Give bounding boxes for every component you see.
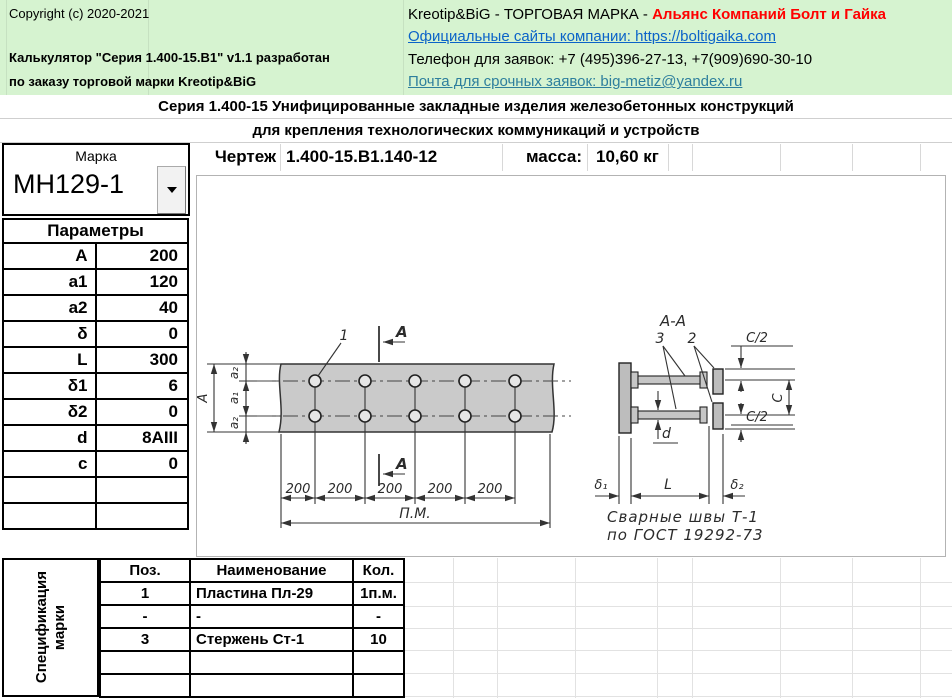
spec-qty — [353, 674, 404, 697]
plan-view — [207, 326, 571, 528]
leader-3-label: 3 — [655, 331, 665, 347]
param-name: A — [3, 243, 96, 269]
mass-value: 10,60 кг — [596, 147, 659, 166]
param-name: d — [3, 425, 96, 451]
technical-drawing — [197, 176, 945, 556]
param-row — [3, 269, 188, 295]
param-row — [3, 477, 188, 503]
param-row — [3, 347, 188, 373]
dim-a2-bottom-label: a₂ — [227, 416, 241, 430]
leader-1-label: 1 — [339, 328, 349, 344]
spec-pos: 1 — [100, 582, 190, 605]
section-view — [595, 346, 795, 504]
spec-pos: - — [100, 605, 190, 628]
dim-a1-label: a₁ — [227, 391, 241, 405]
official-sites-link[interactable]: Официальные сайты компании: https://boltigaika.com — [408, 28, 777, 46]
parameters-table — [2, 218, 189, 530]
dim-200-label: 200 — [477, 482, 503, 497]
spec-name — [190, 651, 353, 674]
param-value: 0 — [96, 399, 189, 425]
param-row — [3, 243, 188, 269]
spec-pos — [100, 651, 190, 674]
spec-name: - — [190, 605, 353, 628]
param-value: 6 — [96, 373, 189, 399]
section-letter-top: A — [396, 323, 408, 341]
spec-row — [100, 651, 404, 674]
param-name: a1 — [3, 269, 96, 295]
copyright-text: Copyright (c) 2020-2021 — [9, 6, 150, 21]
dim-200-label: 200 — [427, 482, 453, 497]
spec-pos — [100, 674, 190, 697]
brand-prefix: Kreotip&BiG - ТОРГОВАЯ МАРКА - — [408, 6, 653, 23]
spec-vertical-title — [2, 558, 99, 697]
brand-line — [408, 4, 948, 26]
developed-line1: Калькулятор "Серия 1.400-15.В1" v1.1 разработан — [9, 50, 330, 65]
mark-selected-value: МН129-1 — [13, 169, 125, 199]
dim-delta1-label: δ₁ — [594, 478, 608, 493]
param-name: δ1 — [3, 373, 96, 399]
param-value: 200 — [96, 243, 189, 269]
dim-200-label: 200 — [377, 482, 403, 497]
param-value: 0 — [96, 321, 189, 347]
spec-header-name: Наименование — [190, 559, 353, 582]
param-name — [3, 503, 96, 529]
spec-qty: 1п.м. — [353, 582, 404, 605]
dim-200-label: 200 — [285, 482, 311, 497]
dim-a-label: A — [197, 393, 211, 403]
dim-l-label: L — [664, 477, 672, 493]
section-title: А-А — [660, 312, 686, 330]
param-value — [96, 503, 189, 529]
spec-name: Стержень Ст-1 — [190, 628, 353, 651]
param-value: 40 — [96, 295, 189, 321]
chevron-down-icon — [167, 187, 177, 193]
dim-c-label: C — [771, 393, 786, 403]
urgent-email-link[interactable]: Почта для срочных заявок: big-metiz@yandex.ru — [408, 73, 743, 91]
spec-header-qty: Кол. — [353, 559, 404, 582]
spec-qty: - — [353, 605, 404, 628]
spec-qty — [353, 651, 404, 674]
dim-200-label: 200 — [327, 482, 353, 497]
param-value: 0 — [96, 451, 189, 477]
spec-name — [190, 674, 353, 697]
parameters-title: Параметры — [3, 219, 188, 243]
param-row — [3, 451, 188, 477]
drawing-area — [196, 175, 946, 557]
spec-table — [99, 558, 405, 698]
spec-row — [100, 582, 404, 605]
weld-note-line2: по ГОСТ 19292-73 — [607, 526, 764, 544]
spec-pos: 3 — [100, 628, 190, 651]
param-value: 8AIII — [96, 425, 189, 451]
mark-label: Марка — [75, 148, 117, 164]
overall-dim-label: П.М. — [399, 506, 431, 522]
leader-2-label: 2 — [687, 331, 697, 347]
param-row — [3, 373, 188, 399]
param-name: δ2 — [3, 399, 96, 425]
param-name: L — [3, 347, 96, 373]
spec-name: Пластина Пл-29 — [190, 582, 353, 605]
spec-row — [100, 674, 404, 697]
mark-dropdown[interactable] — [2, 143, 190, 216]
dim-c-half-bottom-label: C/2 — [746, 410, 768, 425]
company-info — [408, 4, 948, 94]
section-letter-bottom: A — [396, 455, 408, 473]
param-row — [3, 295, 188, 321]
spec-header-pos: Поз. — [100, 559, 190, 582]
header — [0, 0, 952, 96]
param-row — [3, 425, 188, 451]
param-name: c — [3, 451, 96, 477]
dropdown-arrow-button[interactable] — [157, 166, 186, 214]
spec-qty: 10 — [353, 628, 404, 651]
param-name: a2 — [3, 295, 96, 321]
param-value: 120 — [96, 269, 189, 295]
spec-row — [100, 605, 404, 628]
dim-c-half-top-label: C/2 — [746, 331, 768, 346]
spec-title-line2: марки — [50, 604, 68, 651]
weld-note-line1: Сварные швы Т-1 — [607, 508, 759, 526]
series-title-line1: Серия 1.400-15 Унифицированные закладные изделия железобетонных конструкций — [0, 95, 952, 119]
developed-line2: по заказу торговой марки Kreotip&BiG — [9, 74, 257, 89]
dim-delta2-label: δ₂ — [730, 478, 744, 493]
drawing-label: Чертеж — [214, 147, 276, 166]
spec-row — [100, 628, 404, 651]
param-value — [96, 477, 189, 503]
param-row — [3, 321, 188, 347]
mass-label: масса: — [525, 147, 582, 166]
dim-d-label: d — [662, 426, 671, 442]
brand-name: Альянс Компаний Болт и Гайка — [652, 6, 886, 23]
drawing-number: 1.400-15.В1.140-12 — [286, 147, 438, 166]
param-name — [3, 477, 96, 503]
param-row — [3, 503, 188, 529]
param-value: 300 — [96, 347, 189, 373]
phone-line: Телефон для заявок: +7 (495)396-27-13, +7(909)690-30-10 — [408, 50, 813, 68]
series-title-line2: для крепления технологических коммуникаций и устройств — [0, 119, 952, 143]
spec-header-row — [100, 559, 404, 582]
dim-a2-top-label: a₂ — [227, 366, 241, 380]
spec-title-line1: Спецификация — [32, 571, 50, 684]
param-name: δ — [3, 321, 96, 347]
param-row — [3, 399, 188, 425]
